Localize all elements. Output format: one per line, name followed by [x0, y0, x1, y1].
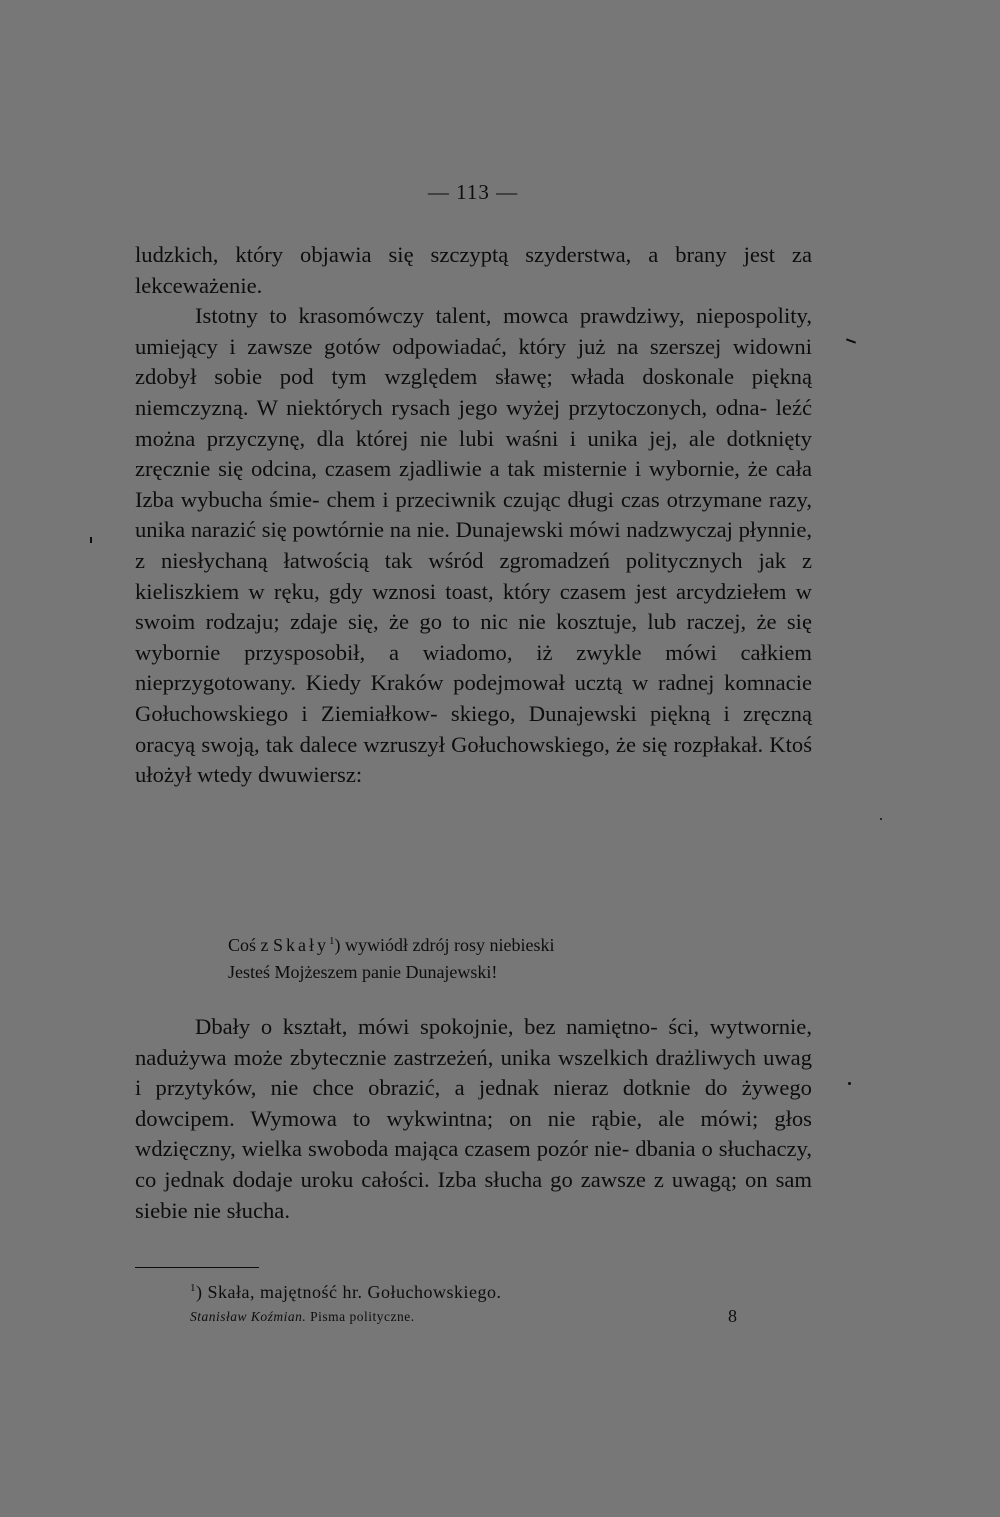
text-line: ludzkich, który objawia się szczyptą szyderstwa, a brany	[135, 242, 727, 267]
text-line: leźć można przyczynę, dla której nie lubi waśni i unika	[135, 394, 813, 451]
text-line: Dbały o kształt, mówi spokojnie, bez namiętno-	[195, 1014, 658, 1039]
footnote	[190, 1282, 501, 1303]
text-line: dalece wzruszył Gołuchowskiego, że się rozpłakał. Ktoś	[299, 731, 812, 757]
text-line: zgromadzeń politycznych jak z kieliszkiem w ręku, gdy	[135, 547, 812, 604]
footnote-divider	[135, 1267, 259, 1268]
text-line: Izba słucha go zawsze z uwagą; on sam siebie nie słucha.	[135, 1166, 812, 1223]
text-line: a tak misternie i wybornie, że cała Izba wybucha śmie-	[135, 456, 812, 512]
text-line: Istotny to krasomówczy talent, mowca prawdziwy,	[195, 303, 685, 329]
paragraph	[135, 301, 812, 791]
text-line: wznosi toast, który czasem jest arcydziełem w swoim	[135, 578, 812, 635]
couplet	[228, 932, 554, 986]
scan-speck	[848, 1082, 851, 1085]
spaced-word: Skały	[273, 935, 330, 955]
page-number: — 113 —	[427, 180, 519, 204]
verse-line: Jesteś Mojżeszem panie Dunajewski!	[228, 962, 498, 982]
text-line: unika narazić się powtórnie na nie. Dunajewski mówi	[135, 517, 621, 543]
text-line: niepospolity, umiejący i zawsze gotów odpowiadać,	[135, 303, 812, 359]
signature-author: Stanisław Koźmian.	[190, 1309, 307, 1324]
text-line: całkiem nieprzygotowany. Kiedy Kraków podejmował	[135, 639, 812, 696]
verse-line: Coś z Skały$^1$) wywiódł zdrój rosy niebieski	[228, 935, 555, 955]
text-line: ści, wytwornie, nadużywa może zbytecznie zastrzeżeń,	[135, 1014, 812, 1070]
scan-speck	[880, 818, 882, 820]
text-line: Wymowa to wykwintna; on nie rąbie, ale mówi; głos	[250, 1105, 812, 1131]
text-line: że się wybornie przysposobił, a wiadomo, iż zwykle mówi	[135, 609, 812, 665]
text-line: chem i przeciwnik czując długi czas otrzymane razy,	[326, 486, 812, 512]
footnote-marker: 1	[190, 1282, 196, 1294]
text-line: unika wszelkich drażliwych uwag i przytyków, nie chce	[135, 1044, 813, 1101]
text-line: skiego, Dunajewski piękną i zręczną oracyą swoją, tak	[135, 700, 813, 757]
footnote-ref: 1	[329, 935, 335, 947]
printer-signature	[190, 1309, 415, 1325]
text-line: obrazić, a jednak nieraz dotknie do żywego dowcipem.	[135, 1075, 812, 1131]
scan-speck	[90, 537, 92, 543]
paragraph	[135, 1012, 812, 1226]
signature-title: Pisma polityczne.	[306, 1309, 415, 1324]
scan-speck	[846, 338, 856, 343]
text-line: nadzwyczaj płynnie, z niesłychaną łatwością tak wśród	[135, 517, 812, 573]
text-line: rodzaju; zdaje się, że go to nic nie kosztuje, lub raczej,	[205, 609, 747, 635]
main-text-bottom	[135, 1012, 812, 1226]
main-text-top	[135, 240, 812, 791]
text-line: jej, ale dotknięty zręcznie się odcina, czasem zjadliwie	[135, 425, 812, 482]
text-line: dbania o słuchaczy, co jednak dodaje uroku całości.	[135, 1136, 813, 1192]
text-line: W niektórych rysach jego wyżej przytoczonych, odna-	[256, 394, 768, 420]
text-line: względem sławę; włada doskonale piękną niemczyzną.	[135, 364, 813, 420]
paragraph-continuation	[135, 240, 812, 301]
footnote-text: ) Skała, majętność hr. Gołuchowskiego.	[196, 1282, 502, 1302]
text-line: ucztą w radnej komnacie Gołuchowskiego i Ziemiałkow-	[135, 670, 812, 726]
text-line: ułożył wtedy dwuwiersz:	[135, 762, 363, 788]
text-line: wdzięczny, wielka swoboda mająca czasem pozór nie-	[135, 1136, 630, 1162]
sheet-number: 8	[728, 1306, 737, 1326]
text-line: który już na szerszej widowni zdobył sobie pod tym	[135, 333, 812, 390]
text-line: jest za lekceważenie.	[135, 242, 812, 298]
